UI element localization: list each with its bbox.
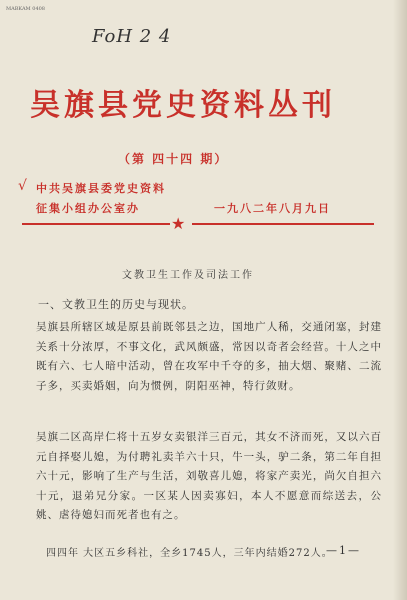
body-last-line: 四四年 大区五乡科社，全乡1745人，三年内结婚272人。 [46,548,333,559]
article-title: 文教卫生工作及司法工作 [122,270,254,281]
issue-label: （第 四十四 期） [118,152,229,166]
star-icon: ★ [171,214,186,233]
publication-title: 吴旗县党史资料丛刊 [30,88,336,123]
page-edge-shadow [393,0,407,600]
header-rule-right [192,223,374,225]
page-number: —1— [326,544,361,557]
header-rule-left [22,223,170,225]
issuer-line-1: 中共吴旗县委党史资料 [36,182,166,195]
section-heading: 一、文教卫生的历史与现状。 [38,298,194,311]
body-paragraph-1: 吴旗县所辖区域是原县前既邻县之边，国地广人稀，交通闭塞，封建关系十分浓厚，不事文化，武风颇盛，常因以奇者会经营。十人之中既有六、七人暗中活动，曾在攻军中千夺的多，抽大烟、聚赌、二流子多，买卖婚姻，向为惯例，阴阳巫神，特行敛财。 [36,321,382,392]
issuer-line-2: 征集小组办公室办 [36,202,140,215]
body-paragraph-2: 吴旗二区高岸仁将十五岁女卖银洋三百元，其女不济而死，又以六百元自择娶儿媳，为付聘礼卖羊六十只，牛一头，驴二条，第二年自担六十元，影响了生产与生活，刘敬喜儿媳，将家产卖光，尚欠自担六十元，退弟兄分家。一区某人因卖寡妇，本人不愿意而综送去，公姚、虐待媳妇而死者也有之。 [36,431,382,521]
handwritten-note: FoH 2 4 [92,26,172,47]
issue-date: 一九八二年八月九日 [214,202,331,215]
check-mark-icon: √ [18,178,27,194]
archive-stamp-text: MABKAM 0408 [6,6,45,12]
